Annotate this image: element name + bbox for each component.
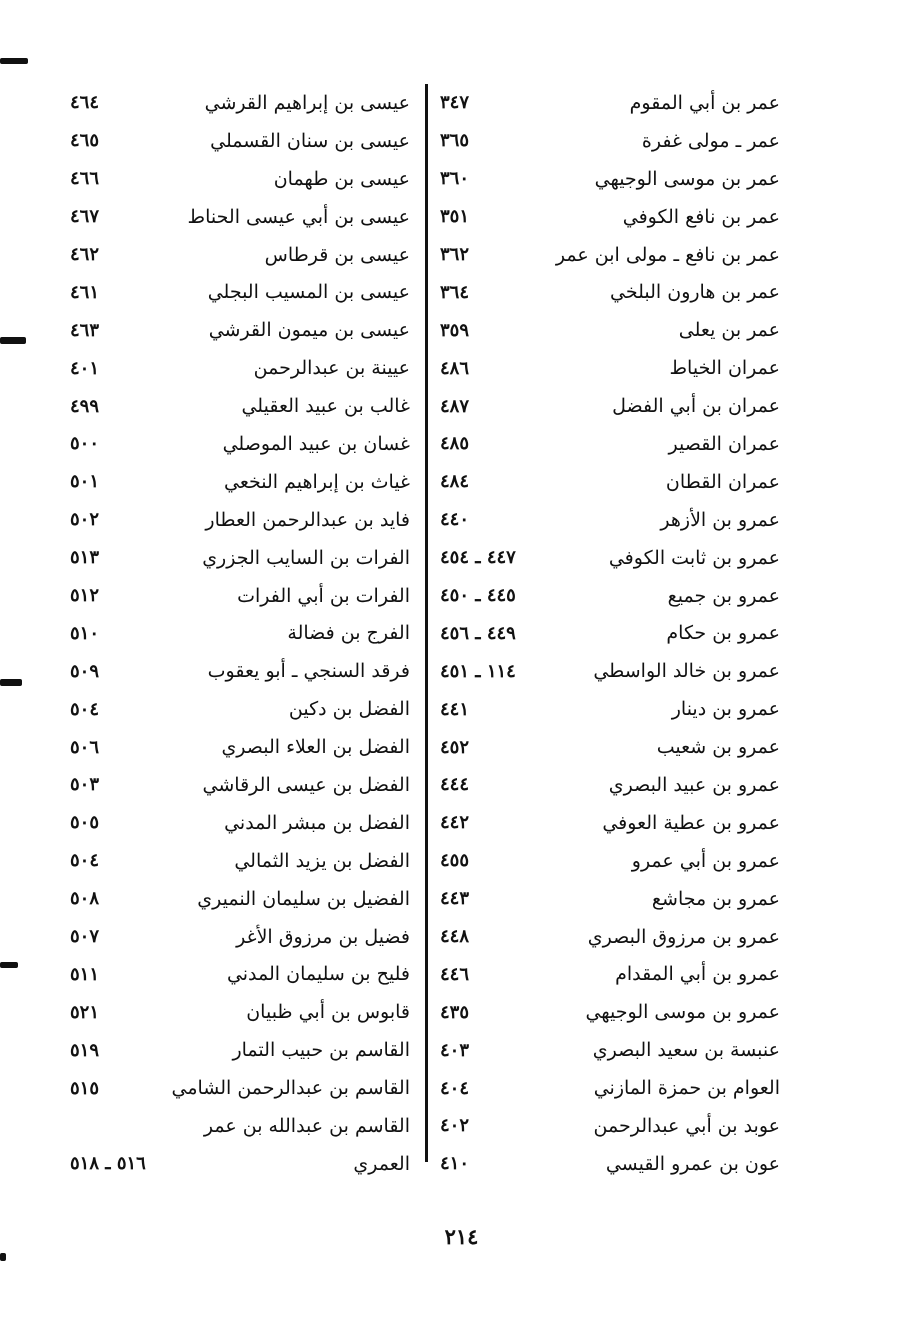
- entry-pages: ٤٥٥: [440, 850, 470, 872]
- entry-pages: ٥٠٤: [70, 698, 100, 720]
- entry-name: القاسم بن عبدالله بن عمر: [203, 1114, 410, 1137]
- scan-mark: [0, 679, 22, 686]
- entry-pages: ٥٠١: [70, 471, 100, 493]
- entry-name: عيسى بن إبراهيم القرشي: [204, 91, 410, 114]
- page-number: ٢١٤: [444, 1224, 479, 1249]
- entry-name: عمرو بن مجاشع: [651, 887, 780, 910]
- entry-name: عمر بن أبي المقوم: [629, 91, 780, 114]
- index-entry: [440, 311, 780, 349]
- entry-pages: ٥٠٧: [70, 926, 100, 948]
- entry-pages: ٥٠٦: [70, 736, 100, 758]
- entry-name: القاسم بن حبيب التمار: [232, 1039, 410, 1062]
- entry-pages: ٤٤٩ ـ ٤٥٦: [440, 622, 516, 644]
- index-entry: [70, 160, 410, 198]
- entry-pages: ٥٠٣: [70, 774, 100, 796]
- entry-pages: ٤٦٣: [70, 319, 100, 341]
- index-entry: [440, 122, 780, 160]
- index-entry: [70, 728, 410, 766]
- index-entry: [70, 501, 410, 539]
- entry-name: عمرو بن خالد الواسطي: [593, 660, 780, 683]
- entry-pages: ٤٠٢: [440, 1115, 470, 1137]
- index-entry: [70, 766, 410, 804]
- entry-name: عمران بن أبي الفضل: [612, 395, 780, 418]
- scan-mark: [0, 337, 26, 344]
- index-entry: [440, 160, 780, 198]
- entry-pages: ٥٠٢: [70, 509, 100, 531]
- right-index-column: [440, 84, 780, 1183]
- entry-pages: ٥٠٨: [70, 888, 100, 910]
- index-entry: [70, 955, 410, 993]
- index-entry: [70, 1069, 410, 1107]
- index-entry: [440, 501, 780, 539]
- index-entry: [70, 236, 410, 274]
- index-entry: [70, 463, 410, 501]
- entry-pages: ٤٤٠: [440, 509, 470, 531]
- index-entry: [440, 842, 780, 880]
- entry-name: فرقد السنجي ـ أبو يعقوب: [207, 660, 410, 683]
- entry-name: فليح بن سليمان المدني: [226, 963, 410, 986]
- entry-name: فضيل بن مرزوق الأغر: [236, 925, 410, 948]
- index-entry: [440, 955, 780, 993]
- entry-name: عمرو بن دينار: [671, 698, 780, 721]
- entry-pages: ٤٦٤: [70, 92, 100, 114]
- index-entry: [70, 311, 410, 349]
- entry-pages: ٤٠١: [70, 357, 100, 379]
- entry-pages: ٥١٦ ـ ٥١٨: [70, 1153, 146, 1175]
- entry-pages: ١١٤ ـ ٤٥١: [440, 660, 516, 682]
- entry-name: عمران القطان: [665, 470, 780, 493]
- index-entry: [70, 993, 410, 1031]
- index-entry: [70, 539, 410, 577]
- entry-pages: ٥٠٩: [70, 660, 100, 682]
- entry-name: عيسى بن قرطاس: [264, 243, 410, 266]
- index-entry: [440, 652, 780, 690]
- index-entry: [440, 1145, 780, 1183]
- index-entry: [440, 880, 780, 918]
- index-entry: [70, 387, 410, 425]
- index-entry: [440, 804, 780, 842]
- entry-name: عنبسة بن سعيد البصري: [592, 1039, 780, 1062]
- index-entry: [440, 993, 780, 1031]
- entry-name: الفضيل بن سليمان النميري: [197, 887, 410, 910]
- entry-name: الفرات بن السايب الجزري: [202, 546, 410, 569]
- entry-pages: ٥٠٠: [70, 433, 100, 455]
- column-divider: [425, 84, 428, 1162]
- index-entry: [440, 1031, 780, 1069]
- entry-pages: ٤٨٤: [440, 471, 470, 493]
- entry-name: عمران الخياط: [669, 357, 780, 380]
- entry-name: عيسى بن سنان القسملي: [210, 129, 410, 152]
- entry-name: عيسى بن طهمان: [273, 167, 410, 190]
- entry-pages: ٤١٠: [440, 1153, 470, 1175]
- entry-name: غسان بن عبيد الموصلي: [222, 432, 410, 455]
- entry-pages: ٣٥١: [440, 206, 470, 228]
- entry-name: غالب بن عبيد العقيلي: [241, 395, 410, 418]
- index-entry: [70, 122, 410, 160]
- index-entry: [440, 614, 780, 652]
- entry-pages: ٤٣٥: [440, 1001, 470, 1023]
- index-entry: [70, 690, 410, 728]
- index-entry: [70, 614, 410, 652]
- entry-pages: ٥١٣: [70, 547, 100, 569]
- entry-pages: ٥٢١: [70, 1001, 100, 1023]
- entry-name: عيسى بن ميمون القرشي: [208, 319, 410, 342]
- entry-name: عوبد بن أبي عبدالرحمن: [593, 1114, 780, 1137]
- entry-pages: ٤٦٥: [70, 130, 100, 152]
- index-entry: [440, 273, 780, 311]
- index-entry: [70, 880, 410, 918]
- index-entry: [440, 84, 780, 122]
- entry-pages: ٥١١: [70, 963, 100, 985]
- entry-name: الفرات بن أبي الفرات: [237, 584, 410, 607]
- entry-name: عمرو بن جميع: [667, 584, 780, 607]
- index-entry: [70, 198, 410, 236]
- entry-name: عمرو بن عبيد البصري: [608, 773, 780, 796]
- entry-name: عون بن عمرو القيسي: [605, 1152, 780, 1175]
- entry-pages: ٤٤٢: [440, 812, 470, 834]
- entry-name: الفرج بن فضالة: [287, 622, 410, 645]
- index-entry: [440, 425, 780, 463]
- entry-pages: ٣٦٥: [440, 130, 470, 152]
- scan-mark: [0, 58, 28, 64]
- index-entry: [440, 728, 780, 766]
- entry-name: عمر بن هارون البلخي: [610, 281, 780, 304]
- entry-name: عمر بن نافع الكوفي: [622, 205, 780, 228]
- entry-name: عمرو بن أبي عمرو: [631, 849, 780, 872]
- index-entry: [70, 1107, 410, 1145]
- entry-pages: ٥٠٥: [70, 812, 100, 834]
- entry-pages: ٣٦٤: [440, 281, 470, 303]
- entry-name: عمر ـ مولى غفرة: [641, 129, 780, 152]
- entry-pages: ٣٦٠: [440, 168, 470, 190]
- entry-pages: ٤٦١: [70, 281, 100, 303]
- entry-pages: ٤٤٦: [440, 963, 470, 985]
- entry-name: عيينة بن عبدالرحمن: [253, 357, 410, 380]
- index-entry: [440, 690, 780, 728]
- entry-pages: ٣٥٩: [440, 319, 470, 341]
- entry-pages: ٤٠٣: [440, 1039, 470, 1061]
- entry-name: العوام بن حمزة المازني: [593, 1077, 780, 1100]
- entry-name: عمران القصير: [668, 432, 780, 455]
- entry-pages: ٥١٩: [70, 1039, 100, 1061]
- entry-pages: ٤٦٢: [70, 244, 100, 265]
- entry-pages: ٥١٥: [70, 1077, 100, 1099]
- entry-name: فايد بن عبدالرحمن العطار: [205, 508, 410, 531]
- entry-name: العمري: [353, 1152, 410, 1175]
- entry-pages: ٤٤٨: [440, 926, 470, 948]
- entry-pages: ٤٤١: [440, 698, 470, 720]
- entry-pages: ٣٤٧: [440, 92, 470, 114]
- entry-name: عمرو بن ثابت الكوفي: [608, 546, 780, 569]
- index-entry: [440, 349, 780, 387]
- entry-name: عمرو بن أبي المقدام: [615, 963, 780, 986]
- entry-pages: ٥٠٤: [70, 850, 100, 872]
- index-entry: [440, 463, 780, 501]
- entry-name: عمر بن نافع ـ مولى ابن عمر: [555, 243, 780, 266]
- scan-mark: [0, 962, 18, 968]
- index-entry: [440, 236, 780, 274]
- index-entry: [440, 539, 780, 577]
- entry-pages: ٤٥٢: [440, 736, 470, 758]
- entry-name: الفضل بن العلاء البصري: [221, 736, 410, 759]
- entry-pages: ٣٦٢: [440, 244, 470, 265]
- entry-name: عيسى بن أبي عيسى الحناط: [187, 205, 410, 228]
- entry-name: الفضل بن يزيد الثمالي: [234, 849, 410, 872]
- entry-pages: ٤٦٦: [70, 168, 100, 190]
- index-entry: [440, 766, 780, 804]
- entry-pages: ٤٦٧: [70, 206, 100, 228]
- entry-pages: ٥١٢: [70, 585, 100, 607]
- index-entry: [70, 842, 410, 880]
- entry-name: عمر بن يعلى: [678, 319, 780, 342]
- entry-name: عمرو بن مرزوق البصري: [587, 925, 780, 948]
- entry-name: عمرو بن موسى الوجيهي: [585, 1001, 780, 1024]
- index-entry: [70, 804, 410, 842]
- index-entry: [70, 1145, 410, 1183]
- left-index-column: [70, 84, 410, 1183]
- entry-pages: ٤٤٥ ـ ٤٥٠: [440, 585, 516, 607]
- entry-name: عيسى بن المسيب البجلي: [207, 281, 410, 304]
- index-entry: [70, 652, 410, 690]
- entry-pages: ٤٤٧ ـ ٤٥٤: [440, 547, 516, 569]
- entry-pages: ٤٤٤: [440, 774, 470, 796]
- entry-name: عمرو بن عطية العوفي: [602, 811, 780, 834]
- entry-name: عمرو بن الأزهر: [660, 508, 780, 531]
- index-entry: [70, 577, 410, 615]
- entry-name: الفضل بن عيسى الرقاشي: [202, 773, 410, 796]
- index-entry: [70, 273, 410, 311]
- entry-pages: ٤٠٤: [440, 1077, 470, 1099]
- index-entry: [70, 84, 410, 122]
- entry-pages: ٤٨٦: [440, 357, 470, 379]
- entry-name: عمر بن موسى الوجيهي: [594, 167, 780, 190]
- scan-mark: [0, 1253, 6, 1261]
- index-entry: [440, 1107, 780, 1145]
- entry-pages: ٤٨٥: [440, 433, 470, 455]
- entry-name: قابوس بن أبي ظبيان: [246, 1001, 410, 1024]
- index-entry: [440, 387, 780, 425]
- entry-name: القاسم بن عبدالرحمن الشامي: [171, 1077, 410, 1100]
- entry-name: غياث بن إبراهيم النخعي: [223, 470, 410, 493]
- entry-pages: ٤٨٧: [440, 395, 470, 417]
- entry-name: الفضل بن دكين: [288, 698, 410, 721]
- index-entry: [70, 425, 410, 463]
- index-entry: [70, 918, 410, 956]
- index-entry: [70, 1031, 410, 1069]
- entry-name: عمرو بن حكام: [666, 622, 780, 645]
- entry-pages: ٤٤٣: [440, 888, 470, 910]
- entry-pages: ٥١٠: [70, 622, 100, 644]
- entry-name: عمرو بن شعيب: [656, 736, 780, 759]
- index-entry: [440, 198, 780, 236]
- index-entry: [440, 918, 780, 956]
- index-entry: [440, 1069, 780, 1107]
- index-entry: [70, 349, 410, 387]
- entry-name: الفضل بن مبشر المدني: [224, 811, 410, 834]
- entry-pages: ٤٩٩: [70, 395, 100, 417]
- index-entry: [440, 577, 780, 615]
